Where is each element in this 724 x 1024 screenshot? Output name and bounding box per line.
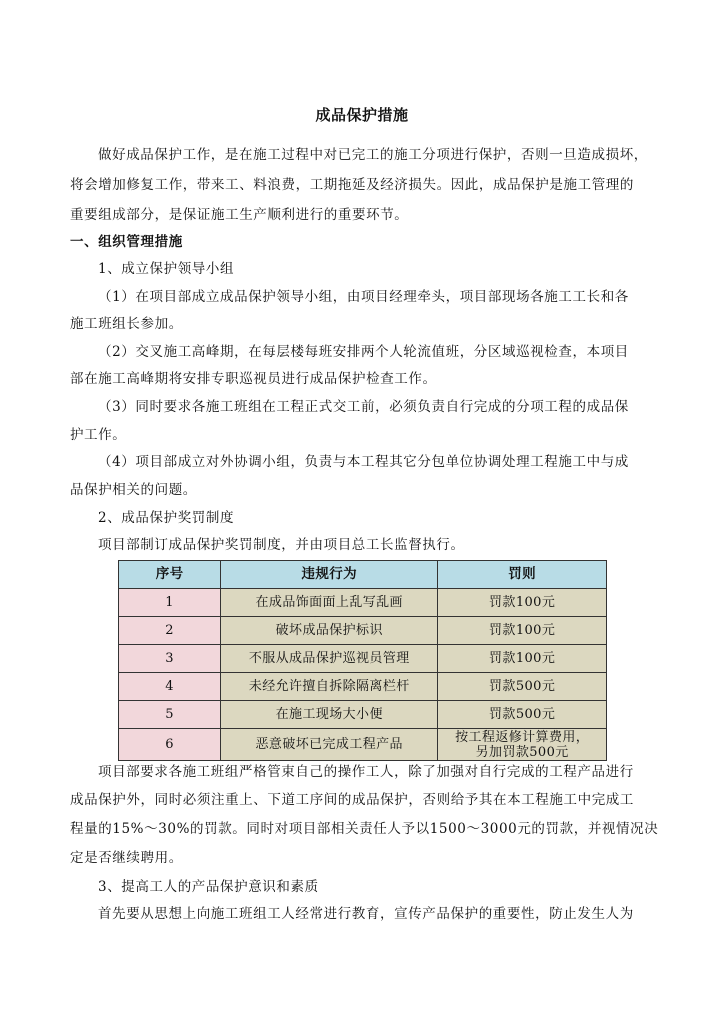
column-header-number: 序号 xyxy=(119,561,221,589)
penalty-table xyxy=(118,560,607,761)
paragraph-line: 品保护相关的问题。 xyxy=(70,482,197,498)
paragraph-line: 护工作。 xyxy=(70,427,127,443)
row-violation: 不服从成品保护巡视员管理 xyxy=(221,645,438,673)
paragraph-line: （1）在项目部成立成品保护领导小组，由项目经理牵头，项目部现场各施工工长和各 xyxy=(98,289,629,305)
paragraph-line: 项目部制订成品保护奖罚制度，并由项目总工长监督执行。 xyxy=(98,537,465,553)
sub-heading-1: 1、成立保护领导小组 xyxy=(98,261,235,277)
row-penalty-line-1: 按工程返修计算费用， xyxy=(455,729,590,745)
row-penalty-line-2: 另加罚款500元 xyxy=(475,744,569,760)
row-number: 2 xyxy=(119,617,221,645)
intro-line-3: 重要组成部分，是保证施工生产顺利进行的重要环节。 xyxy=(70,207,409,223)
paragraph-line: 定是否继续聘用。 xyxy=(70,850,183,866)
table-row xyxy=(119,729,607,761)
row-number: 5 xyxy=(119,701,221,729)
paragraph-line: （3）同时要求各施工班组在工程正式交工前，必须负责自行完成的分项工程的成品保 xyxy=(98,399,629,415)
row-penalty: 罚款100元 xyxy=(438,589,607,617)
paragraph-line: 首先要从思想上向施工班组工人经常进行教育，宣传产品保护的重要性，防止发生人为 xyxy=(98,906,634,922)
row-penalty: 罚款100元 xyxy=(438,645,607,673)
row-violation: 未经允许擅自拆除隔离栏杆 xyxy=(221,673,438,701)
paragraph-line: 成品保护外，同时必须注重上、下道工序间的成品保护，否则给予其在本工程施工中完成工 xyxy=(70,792,634,808)
table-row xyxy=(119,645,607,673)
paragraph-line: 部在施工高峰期将安排专职巡视员进行成品保护检查工作。 xyxy=(70,371,437,387)
sub-heading-2: 2、成品保护奖罚制度 xyxy=(98,510,235,526)
section-heading-org: 一、组织管理措施 xyxy=(70,234,183,250)
table-row xyxy=(119,673,607,701)
row-penalty: 罚款500元 xyxy=(438,701,607,729)
page-title: 成品保护措施 xyxy=(315,106,409,124)
paragraph-line: 施工班组长参加。 xyxy=(70,316,183,332)
row-violation: 恶意破坏已完成工程产品 xyxy=(221,729,438,761)
table-row xyxy=(119,617,607,645)
paragraph-line: 项目部要求各施工班组严格管束自己的操作工人，除了加强对自行完成的工程产品进行 xyxy=(98,764,634,780)
row-penalty: 罚款500元 xyxy=(438,673,607,701)
row-number: 4 xyxy=(119,673,221,701)
table-header-row xyxy=(119,561,607,589)
row-violation: 破坏成品保护标识 xyxy=(221,617,438,645)
table-row xyxy=(119,701,607,729)
row-number: 1 xyxy=(119,589,221,617)
sub-heading-3: 3、提高工人的产品保护意识和素质 xyxy=(98,879,319,895)
row-number: 6 xyxy=(119,729,221,761)
row-violation: 在施工现场大小便 xyxy=(221,701,438,729)
intro-line-2: 将会增加修复工作，带来工、料浪费，工期拖延及经济损失。因此，成品保护是施工管理的 xyxy=(70,177,634,193)
row-violation: 在成品饰面面上乱写乱画 xyxy=(221,589,438,617)
row-penalty xyxy=(438,729,607,761)
row-number: 3 xyxy=(119,645,221,673)
row-penalty: 罚款100元 xyxy=(438,617,607,645)
paragraph-line: 程量的15%～30%的罚款。同时对项目部相关责任人予以1500～3000元的罚款，并视情况决 xyxy=(70,821,659,837)
paragraph-line: （2）交叉施工高峰期，在每层楼每班安排两个人轮流值班，分区域巡视检查，本项目 xyxy=(98,344,629,360)
intro-line-1: 做好成品保护工作，是在施工过程中对已完工的施工分项进行保护，否则一旦造成损坏， xyxy=(98,147,648,163)
paragraph-line: （4）项目部成立对外协调小组，负责与本工程其它分包单位协调处理工程施工中与成 xyxy=(98,454,629,470)
column-header-violation: 违规行为 xyxy=(221,561,438,589)
table-row xyxy=(119,589,607,617)
column-header-penalty: 罚则 xyxy=(438,561,607,589)
